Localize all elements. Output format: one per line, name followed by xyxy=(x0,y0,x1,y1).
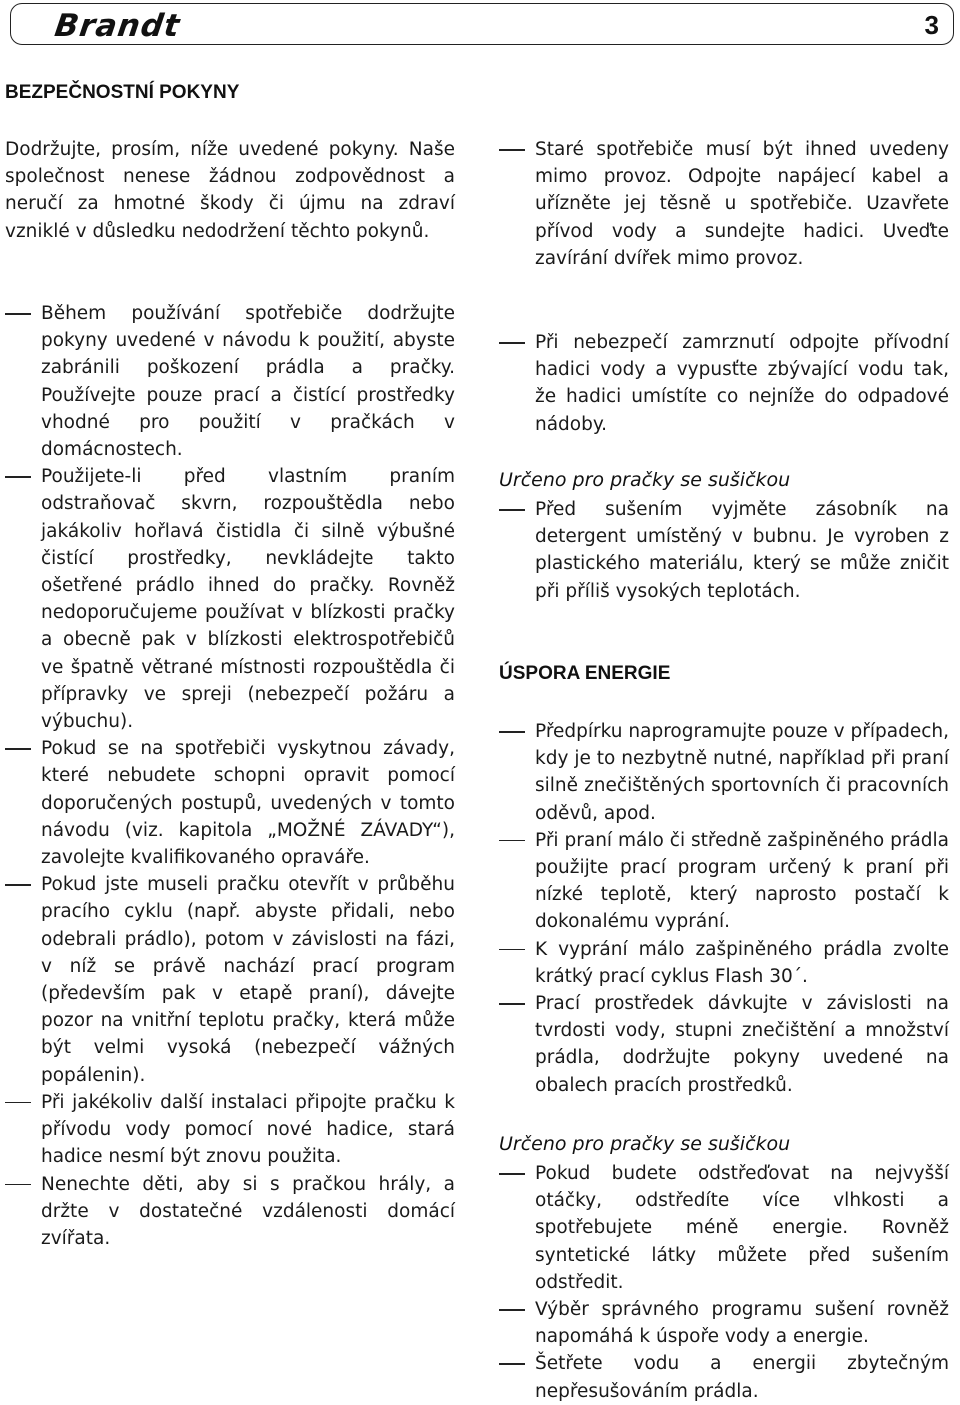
list-item: Výběr správného programu sušení rovněž napomáhá k úspoře vody a energie. xyxy=(499,1296,949,1350)
safety-heading: BEZPEČNOSTNÍ POKYNY xyxy=(5,82,240,103)
dash-bullet xyxy=(5,1102,31,1104)
dash-bullet xyxy=(499,949,525,951)
dash-bullet xyxy=(499,509,525,511)
list-item: Prací prostředek dávkujte v závislosti na tvrdosti vody, stupni znečištění a množství prádla, dodržujte pokyny uvedené na obalech pracích prostředků. xyxy=(499,990,949,1099)
dash-bullet xyxy=(499,342,525,344)
list-item: Před sušením vyjměte zásobník na detergent umístěný v bubnu. Je vyroben z plastického materiálu, který se může zničit při příliš vysokých teplotách. xyxy=(499,496,949,605)
dash-bullet xyxy=(499,840,525,842)
list-item: Při jakékoliv další instalaci připojte pračku k přívodu vody pomocí nové hadice, stará hadice nesmí být znovu použita. xyxy=(5,1089,455,1171)
dryer-heading-2: Určeno pro pračky se sušičkou xyxy=(499,1133,791,1155)
safety-list xyxy=(5,300,455,1252)
dryer-list-1 xyxy=(499,496,949,605)
dash-bullet xyxy=(499,1309,525,1311)
dash-bullet xyxy=(5,748,31,750)
list-item: Šetřete vodu a energii zbytečným nepřesušováním prádla. xyxy=(499,1350,949,1404)
energy-list xyxy=(499,718,949,1099)
dash-bullet xyxy=(499,1003,525,1005)
energy-heading: ÚSPORA ENERGIE xyxy=(499,663,671,684)
list-item: Pokud jste museli pračku otevřít v průběhu pracího cyklu (např. abyste přidali, nebo odebrali prádlo), potom v závislosti na fázi, v níž se právě nachází prací program (především pak v etapě praní), dávejte pozor na vnitřní teplotu pračky, která může být velmi vysoká (nebezpečí vážných popálenin). xyxy=(5,871,455,1089)
list-item: Předpírku naprogramujte pouze v případech, kdy je to nezbytně nutné, například při praní silně znečištěných sportovních či pracovních oděvů, apod. xyxy=(499,718,949,827)
list-item: Při nebezpečí zamrznutí odpojte přívodní hadici vody a vypusťte zbývající vodu tak, že hadici umístíte co nejníže do odpadové nádoby. xyxy=(499,329,949,438)
dash-bullet xyxy=(5,313,31,315)
safety-intro: Dodržujte, prosím, níže uvedené pokyny. Naše společnost nenese žádnou zodpovědnost a neručí za hmotné škody či újmu na zdraví vzniklé v důsledku nedodržení těchto pokynů. xyxy=(5,139,455,242)
brand-logo: Brandt xyxy=(52,8,183,44)
dryer-list-2 xyxy=(499,1160,949,1405)
dash-bullet xyxy=(5,476,31,478)
dash-bullet xyxy=(499,149,525,151)
list-item: K vyprání málo zašpiněného prádla zvolte krátký prací cyklus Flash 30´. xyxy=(499,936,949,990)
old-appliance-list xyxy=(499,136,949,272)
list-item: Nenechte děti, aby si s pračkou hrály, a držte v dostatečné vzdálenosti domácí zvířata. xyxy=(5,1171,455,1253)
list-item: Během používání spotřebiče dodržujte pokyny uvedené v návodu k použití, abyste zabránili poškození prádla a pračky. Používejte pouze prací a čistící prostředky vhodné pro použití v pračkách v domácnostech. xyxy=(5,300,455,463)
dash-bullet xyxy=(499,1363,525,1365)
list-item: Použijete-li před vlastním praním odstraňovač skvrn, rozpouštědla nebo jakákoliv hořlavá čistidla či silně výbušné čistící prostředky, nevkládejte takto ošetřené prádlo ihned do pračky. Rovněž nedoporučujeme používat v blízkosti pračky a obecně pak v blízkosti elektrospotřebičů ve špatně větrané místnosti rozpouštědla či přípravky ve spreji (nebezpečí požáru a výbuchu). xyxy=(5,463,455,735)
freeze-list xyxy=(499,329,949,438)
dash-bullet xyxy=(499,731,525,733)
list-item: Pokud se na spotřebiči vyskytnou závady, které nebudete schopni opravit pomocí doporučených postupů, uvedených v tomto návodu (viz. kapitola „MOŽNÉ ZÁVADY“), zavolejte kvalifikovaného opraváře. xyxy=(5,735,455,871)
dash-bullet xyxy=(5,1184,31,1186)
dash-bullet xyxy=(499,1173,525,1175)
list-item: Staré spotřebiče musí být ihned uvedeny mimo provoz. Odpojte napájecí kabel a uřízněte jej těsně u spotřebiče. Uzavřete přívod vody a sundejte hadici. Uveďte zavírání dvířek mimo provoz. xyxy=(499,136,949,272)
dash-bullet xyxy=(5,884,31,886)
list-item: Při praní málo či středně zašpiněného prádla použijte prací program určený k praní při nízké teplotě, který naprosto postačí k dokonalému vyprání. xyxy=(499,827,949,936)
list-item: Pokud budete odstřeďovat na nejvyšší otáčky, odstředíte více vlhkosti a spotřebujete méně energie. Rovněž syntetické látky můžete před sušením odstředit. xyxy=(499,1160,949,1296)
dryer-heading-1: Určeno pro pračky se sušičkou xyxy=(499,469,791,491)
page-number: 3 xyxy=(924,10,939,40)
page-header xyxy=(10,3,954,45)
